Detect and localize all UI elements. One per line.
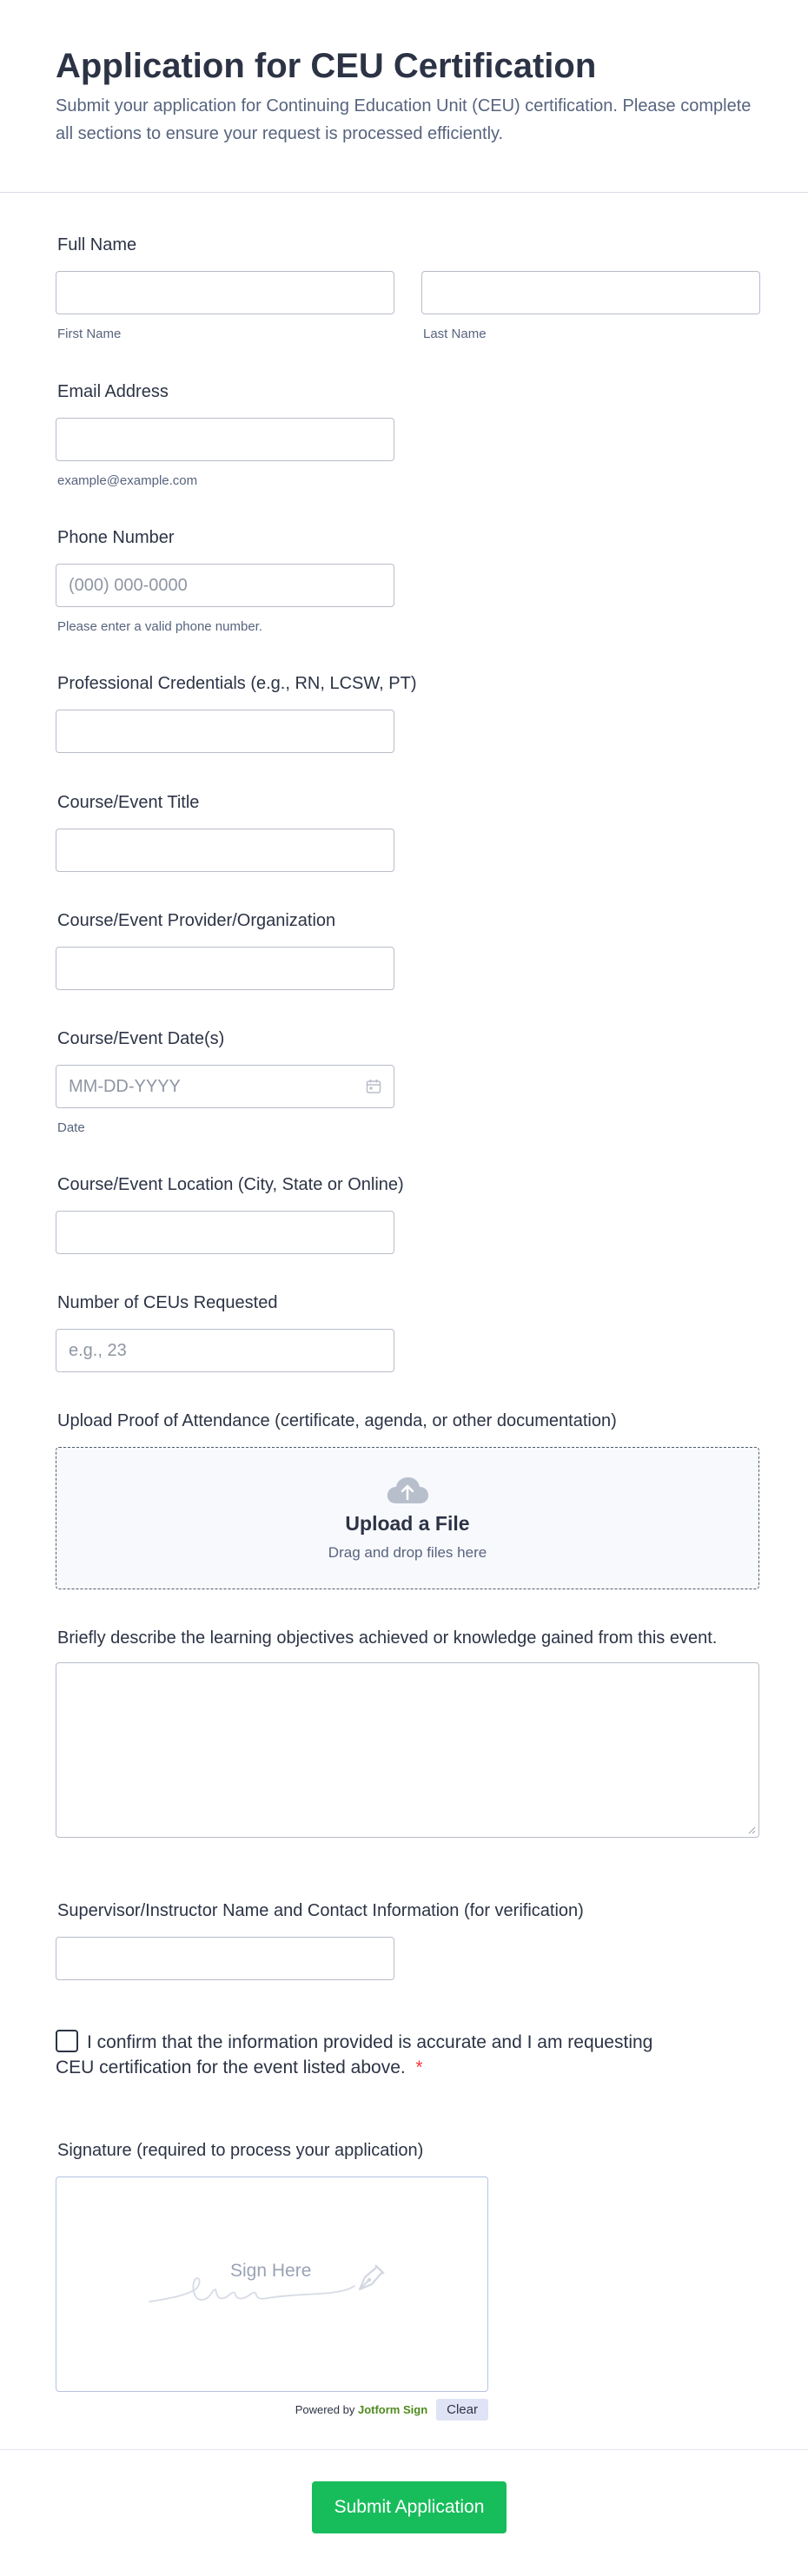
ceus-label: Number of CEUs Requested — [57, 1293, 278, 1312]
credentials-label: Professional Credentials (e.g., RN, LCSW, PT) — [57, 674, 417, 693]
email-sublabel: example@example.com — [57, 473, 198, 488]
course-title-label: Course/Event Title — [57, 793, 200, 812]
full-name-field — [56, 234, 760, 341]
form-description: Submit your application for Continuing Education Unit (CEU) certification. Please complete all sections to ensure your request is processed efficiently. — [56, 96, 752, 143]
upload-label: Upload Proof of Attendance (certificate, agenda, or other documentation) — [57, 1411, 617, 1430]
form-footer — [0, 2449, 808, 2576]
sign-here-placeholder: Sign Here — [230, 2261, 312, 2281]
confirm-checkbox[interactable] — [56, 2030, 78, 2052]
calendar-icon[interactable] — [366, 1079, 381, 1094]
upload-dropzone[interactable] — [56, 1447, 759, 1589]
email-label: Email Address — [57, 382, 169, 401]
email-field — [56, 380, 394, 488]
phone-label: Phone Number — [57, 528, 175, 547]
location-field — [56, 1173, 404, 1254]
upload-title: Upload a File — [345, 1511, 470, 1535]
provider-field — [56, 909, 394, 990]
form-title: Application for CEU Certification — [56, 47, 597, 85]
phone-field — [56, 526, 394, 634]
credentials-field — [56, 672, 416, 753]
date-input[interactable] — [56, 1065, 394, 1108]
supervisor-input[interactable] — [56, 1937, 394, 1980]
date-field — [56, 1027, 394, 1135]
location-input[interactable] — [56, 1211, 394, 1254]
date-placeholder: MM-DD-YYYY — [69, 1076, 181, 1096]
date-sublabel: Date — [57, 1120, 85, 1135]
first-name-input[interactable] — [56, 271, 394, 314]
full-name-label: Full Name — [57, 235, 137, 254]
course-title-input[interactable] — [56, 829, 394, 872]
phone-sublabel: Please enter a valid phone number. — [57, 619, 262, 634]
resize-handle-icon[interactable] — [747, 1826, 756, 1834]
supervisor-field — [56, 1899, 584, 1980]
required-mark: * — [415, 2057, 423, 2077]
date-label: Course/Event Date(s) — [57, 1029, 225, 1048]
ceus-input[interactable] — [56, 1329, 394, 1372]
pen-nib-icon — [354, 2260, 389, 2295]
signature-pad[interactable] — [56, 2176, 488, 2392]
upload-field — [56, 1410, 759, 1589]
phone-placeholder: (000) 000-0000 — [69, 575, 188, 595]
phone-input[interactable] — [56, 564, 394, 607]
powered-by-prefix: Powered by — [295, 2403, 355, 2416]
objectives-field — [56, 1628, 759, 1838]
confirm-text: I confirm that the information provided is accurate and I am requesting CEU certification for the event listed above. — [56, 2032, 653, 2077]
provider-input[interactable] — [56, 947, 394, 990]
cloud-upload-icon — [386, 1476, 429, 1505]
submit-button[interactable]: Submit Application — [312, 2481, 507, 2533]
credentials-input[interactable] — [56, 710, 394, 753]
last-name-input[interactable] — [421, 271, 760, 314]
first-name-sublabel: First Name — [57, 327, 122, 341]
clear-signature-button[interactable]: Clear — [436, 2399, 488, 2421]
form-header — [0, 0, 808, 193]
confirm-field — [56, 2030, 681, 2080]
powered-by — [295, 2403, 427, 2416]
objectives-label: Briefly describe the learning objectives achieved or knowledge gained from this event. — [57, 1628, 718, 1648]
course-title-field — [56, 791, 394, 872]
upload-hint: Drag and drop files here — [328, 1543, 487, 1561]
supervisor-label: Supervisor/Instructor Name and Contact Information (for verification) — [57, 1901, 584, 1920]
confirm-row — [56, 2030, 681, 2080]
jotform-sign-brand[interactable]: Jotform Sign — [357, 2403, 428, 2416]
signature-footer — [56, 2399, 488, 2421]
email-input[interactable] — [56, 418, 394, 461]
objectives-textarea[interactable] — [56, 1662, 759, 1838]
ceus-field — [56, 1291, 394, 1372]
ceus-placeholder: e.g., 23 — [69, 1340, 127, 1360]
provider-label: Course/Event Provider/Organization — [57, 911, 336, 930]
location-label: Course/Event Location (City, State or Online) — [57, 1175, 404, 1194]
signature-label: Signature (required to process your application) — [57, 2141, 424, 2160]
signature-field — [56, 2139, 488, 2421]
last-name-sublabel: Last Name — [423, 327, 487, 341]
